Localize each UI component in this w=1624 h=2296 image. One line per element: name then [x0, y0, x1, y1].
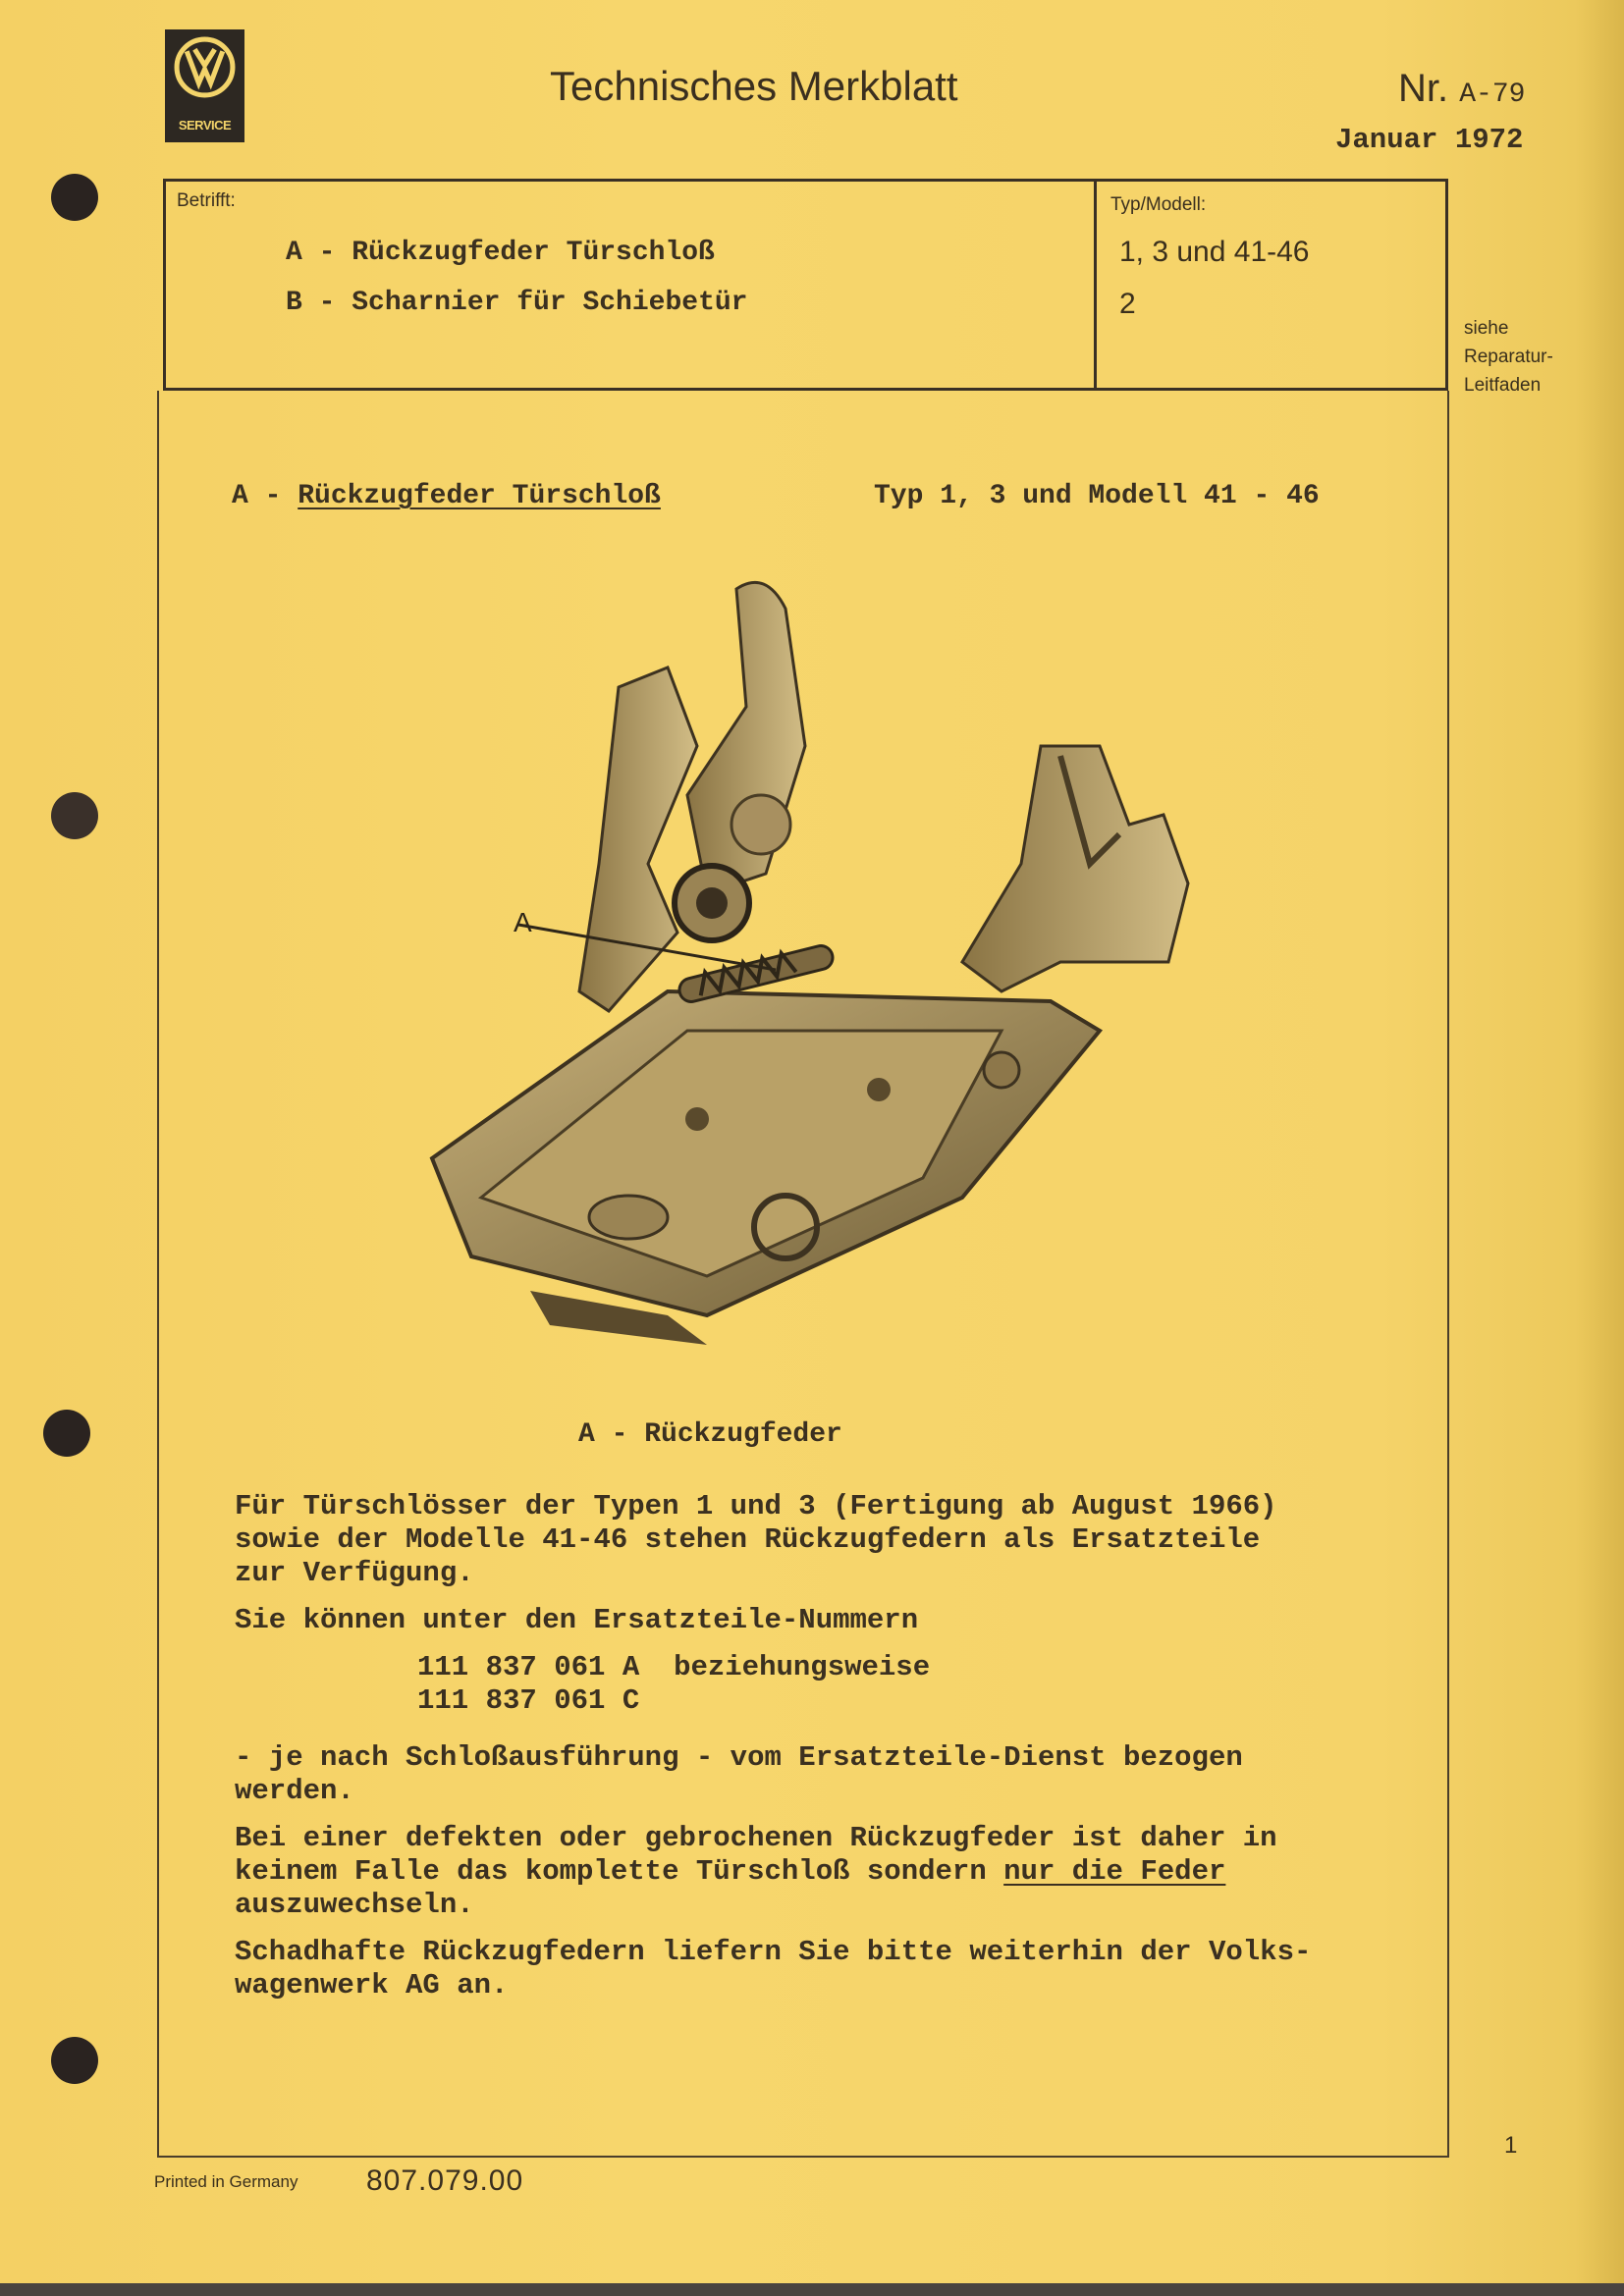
body-text [235, 1490, 1393, 2016]
part-join: beziehungsweise [674, 1651, 931, 1683]
section-title: Rückzugfeder Türschloß [298, 481, 661, 511]
paragraph: Für Türschlösser der Typen 1 und 3 (Fertigung ab August 1966) sowie der Modelle 41-46 stehen Rückzugfedern als Ersatzteile zur Verfügung. [235, 1490, 1277, 1589]
form-code: 807.079.00 [366, 2164, 524, 2197]
side-note-line: Leitfaden [1464, 375, 1542, 396]
vw-logo-icon [173, 35, 237, 99]
printed-note: Printed in Germany [154, 2172, 298, 2191]
paragraph: Schadhafte Rückzugfedern liefern Sie bitte weiterhin der Volks- wagenwerk AG an. [235, 1936, 1312, 2002]
paragraph: Sie können unter den Ersatzteile-Nummern [235, 1604, 919, 1636]
scan-edge [0, 2283, 1624, 2296]
betrifft-label: Betrifft: [177, 190, 236, 211]
side-note [1464, 314, 1553, 400]
punch-hole [51, 792, 98, 839]
text: auszuwechseln. [235, 1889, 474, 1921]
side-note-line: siehe [1464, 318, 1509, 339]
side-note-line: Reparatur- [1464, 347, 1553, 367]
punch-hole [51, 174, 98, 221]
text: Bei einer defekten oder gebrochenen Rückzugfeder ist daher in keinem Falle das komplette Türschloß sondern [235, 1822, 1277, 1888]
document-title: Technisches Merkblatt [550, 63, 958, 109]
subject-b: B - Scharnier für Schiebetür [286, 288, 748, 318]
section-prefix: A - [232, 481, 298, 511]
typ-b: 2 [1119, 288, 1136, 320]
door-lock-photo [412, 569, 1218, 1355]
part-number-line [417, 1684, 1393, 1718]
part-number-line [417, 1651, 1393, 1684]
paragraph [235, 1822, 1393, 1922]
punch-hole [43, 1410, 90, 1457]
document-date: Januar 1972 [1335, 124, 1524, 156]
punch-hole [51, 2037, 98, 2084]
vw-service-logo [165, 29, 244, 142]
section-heading [232, 481, 661, 511]
figure-label-a: A [514, 907, 532, 937]
nr-value: A-79 [1459, 80, 1526, 110]
document-number [1398, 67, 1525, 111]
figure-caption: A - Rückzugfeder [578, 1419, 842, 1450]
part-number: 111 837 061 A [417, 1651, 640, 1683]
divider [1094, 179, 1097, 391]
subject-a: A - Rückzugfeder Türschloß [286, 238, 715, 268]
typ-label: Typ/Modell: [1110, 194, 1207, 215]
page-number: 1 [1504, 2132, 1518, 2159]
section-types: Typ 1, 3 und Modell 41 - 46 [874, 481, 1320, 511]
logo-text: SERVICE [178, 118, 232, 133]
nr-label: Nr. [1398, 67, 1449, 110]
part-number: 111 837 061 C [417, 1684, 640, 1717]
typ-a: 1, 3 und 41-46 [1119, 236, 1310, 268]
subject-box [163, 179, 1448, 391]
emphasis: nur die Feder [1003, 1855, 1226, 1888]
paragraph: - je nach Schloßausführung - vom Ersatzteile-Dienst bezogen werden. [235, 1741, 1243, 1807]
